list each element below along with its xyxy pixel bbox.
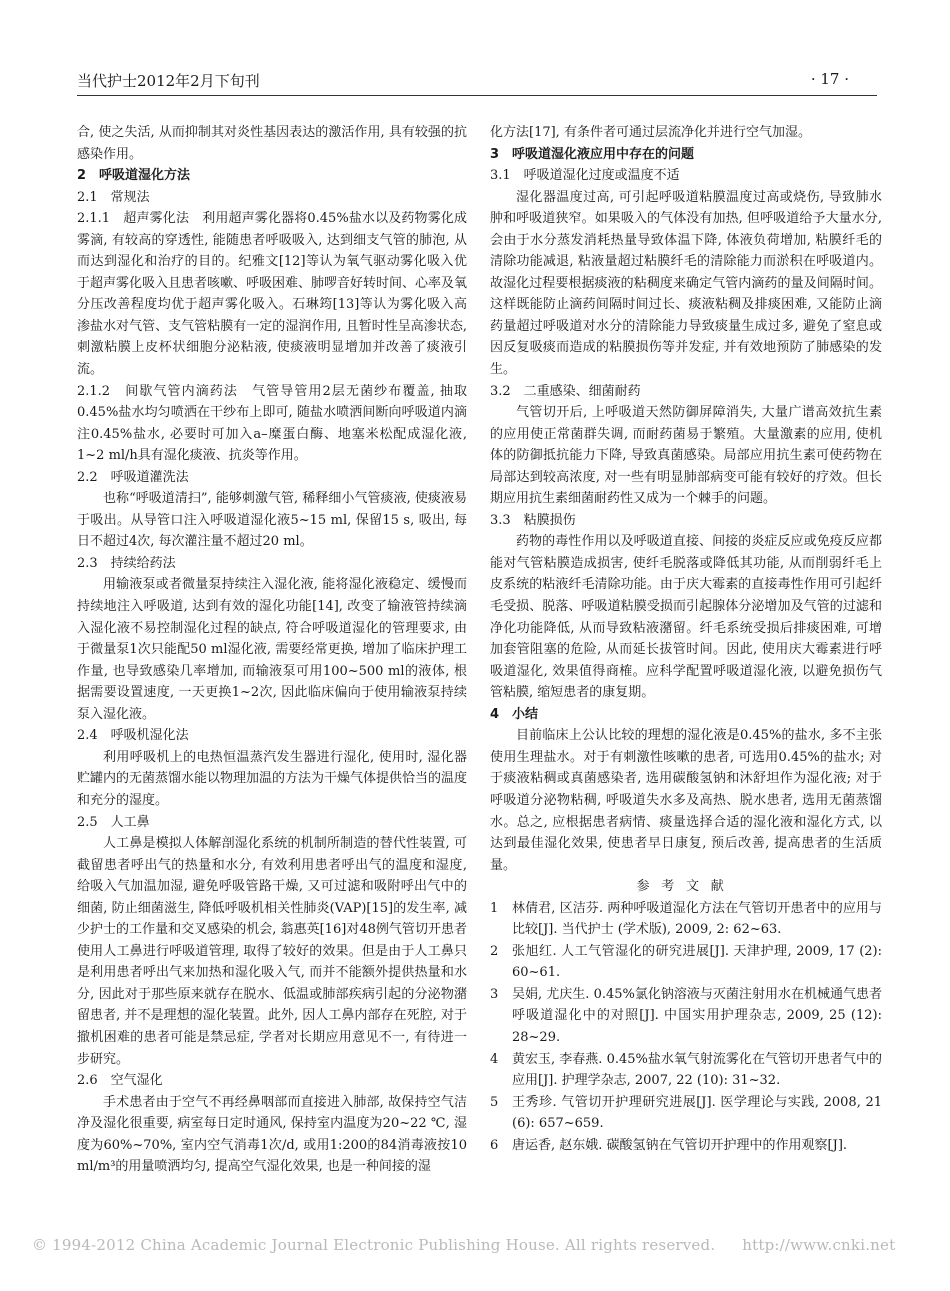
reference-item bbox=[490, 1135, 882, 1157]
subsection-heading: 2.2 呼吸道灌洗法 bbox=[77, 469, 189, 485]
paragraph: 化方法[17], 有条件者可通过层流净化并进行空气加湿。 bbox=[490, 125, 811, 140]
section-heading: 4 小结 bbox=[490, 706, 539, 722]
left-column bbox=[77, 122, 467, 1178]
paragraph: 气管切开后, 上呼吸道天然防御屏障消失, 大量广谱高效抗生素的应用使正常菌群失调, 而耐药菌易于繁殖。大量激素的应用, 使机体的防御抵抗能力下降, 导致真菌感染。局部应用抗生素可使药物在局部达到较高浓度, 对一些有明显肺部病变可能有较好的疗效。但长期应用抗生素细菌耐药性又成为一个棘手的问题。 bbox=[490, 405, 882, 507]
reference-text: 王秀珍. 气管切开护理研究进展[J]. 医学理论与实践, 2008, 21 (6): 657~659. bbox=[512, 1094, 882, 1132]
right-column bbox=[490, 122, 882, 1156]
reference-text: 张旭红. 人工气管湿化的研究进展[J]. 天津护理, 2009, 17 (2): 60~61. bbox=[512, 943, 882, 981]
reference-number: 3 bbox=[490, 986, 499, 1002]
paragraph: 目前临床上公认比较的理想的湿化液是0.45%的盐水, 多不主张使用生理盐水。对于有刺激性咳嗽的患者, 可选用0.45%的盐水; 对于痰液粘稠或真菌感染者, 选用碳酸氢钠和沐舒坦作为湿化液; 对于呼吸道分泌物粘稠, 呼吸道失水多及高热、脱水患者, 选用无菌蒸馏水。总之, 应根据患者病情、痰量选择合适的湿化液和湿化方式, 以达到最佳湿化效果, 使患者早日康复, 预后改善, 提高患者的生活质量。 bbox=[490, 728, 882, 873]
section-heading: 2 呼吸道湿化方法 bbox=[77, 168, 191, 184]
page-header bbox=[77, 66, 873, 98]
paragraph: 2.1.2 间歇气管内滴药法 气管导管用2层无菌纱布覆盖, 抽取0.45%盐水均匀喷洒在干纱布上即可, 随盐水喷洒间断向呼吸道内滴注0.45%盐水, 必要时可加入a–糜蛋白酶、地塞米松配成湿化液, 1~2 ml/h具有湿化痰液、抗炎等作用。 bbox=[77, 383, 467, 464]
reference-number: 2 bbox=[490, 943, 499, 959]
header-rule bbox=[77, 95, 877, 96]
copyright-footer bbox=[32, 1236, 932, 1254]
reference-text: 黄宏玉, 李春燕. 0.45%盐水氧气射流雾化在气管切开患者气中的应用[J]. 护理学杂志, 2007, 22 (10): 31~32. bbox=[512, 1051, 882, 1089]
paragraph: 2.1.1 超声雾化法 利用超声雾化器将0.45%盐水以及药物雾化成雾滴, 有较高的穿透性, 能随患者呼吸吸入, 达到细支气管的肺泡, 从而达到湿化和治疗的目的。纪雅文[12]等认为氧气驱动雾化吸入优于超声雾化吸入且患者咳嗽、呼吸困难、肺啰音好转时间、心率及氧分压改善程度均优于超声雾化吸入。石琳筠[13]等认为雾化吸入高渗盐水对气管、支气管粘膜有一定的湿润作用, 且暂时性呈高渗状态, 刺激粘膜上皮杯状细胞分泌粘液, 使痰液明显增加并改善了痰液引流。 bbox=[77, 211, 468, 378]
paragraph: 合, 使之失活, 从而抑制其对炎性基因表达的激活作用, 具有较强的抗感染作用。 bbox=[77, 125, 467, 162]
paragraph: 也称“呼吸道清扫”, 能够刺激气管, 稀释细小气管痰液, 使痰液易于吸出。从导管口注入呼吸道湿化液5~15 ml, 保留15 s, 吸出, 每日不超过4次, 每次灌注量不超过20 ml。 bbox=[77, 491, 467, 550]
reference-number: 6 bbox=[490, 1137, 499, 1153]
paragraph: 用输液泵或者微量泵持续注入湿化液, 能将湿化液稳定、缓慢而持续地注入呼吸道, 达到有效的湿化功能[14], 改变了输液管持续滴入湿化液不易控制湿化过程的缺点, 符合呼吸道湿化的管理要求, 由于微量泵1次只能配50 ml湿化液, 需要经常更换, 增加了临床护理工作量, 也导致感染几率增加, 而输液泵可用100~500 ml的液体, 根据需要设置速度, 一天更换1~2次, 因此临床偏向于使用输液泵持续泵入湿化液。 bbox=[77, 577, 467, 722]
paragraph: 手术患者由于空气不再经鼻咽部而直接进入肺部, 故保持空气洁净及湿化很重要, 病室每日定时通风, 保持室内温度为20~22 ℃, 湿度为60%~70%, 室内空气消毒1次/d, 或用1:200的84消毒液按10 ml/m³的用量喷洒均匀, 提高空气湿化效果, 也是一种间接的湿 bbox=[77, 1094, 467, 1175]
subsection-heading: 2.5 人工鼻 bbox=[77, 814, 150, 830]
reference-item bbox=[490, 984, 882, 1049]
copyright-text: © 1994-2012 China Academic Journal Electronic Publishing House. All rights reserved. bbox=[32, 1236, 716, 1254]
section-heading: 3 呼吸道湿化液应用中存在的问题 bbox=[490, 146, 695, 162]
reference-number: 4 bbox=[490, 1051, 499, 1067]
journal-name: 当代护士2012年2月下旬刊 bbox=[77, 72, 260, 90]
references-title: 参考文献 bbox=[636, 879, 736, 895]
reference-item bbox=[490, 898, 882, 941]
reference-item bbox=[490, 1049, 882, 1092]
reference-number: 5 bbox=[490, 1094, 499, 1110]
reference-item bbox=[490, 941, 882, 984]
footer-url[interactable]: http://www.cnki.net bbox=[742, 1236, 896, 1254]
reference-item bbox=[490, 1092, 882, 1135]
subsection-heading: 2.6 空气湿化 bbox=[77, 1073, 163, 1089]
page-number: · 17 · bbox=[810, 70, 849, 88]
subsection-heading: 2.1 常规法 bbox=[77, 189, 150, 205]
subsection-heading: 3.1 呼吸道湿化过度或温度不适 bbox=[490, 168, 680, 184]
reference-text: 唐运香, 赵东娥. 碳酸氢钠在气管切开护理中的作用观察[J]. bbox=[512, 1137, 848, 1153]
reference-text: 吴娟, 尤庆生. 0.45%氯化钠溶液与灭菌注射用水在机械通气患者呼吸道湿化中的对照[J]. 中国实用护理杂志, 2009, 25 (12): 28~29. bbox=[512, 986, 882, 1045]
subsection-heading: 3.2 二重感染、细菌耐药 bbox=[490, 383, 641, 399]
subsection-heading: 2.4 呼吸机湿化法 bbox=[77, 728, 189, 744]
paragraph: 利用呼吸机上的电热恒温蒸汽发生器进行湿化, 使用时, 湿化器贮罐内的无菌蒸馏水能以物理加温的方法为干燥气体提供恰当的温度和充分的湿度。 bbox=[77, 749, 468, 808]
paragraph: 湿化器温度过高, 可引起呼吸道粘膜温度过高或烧伤, 导致肺水肿和呼吸道狭窄。如果吸入的气体没有加热, 但呼吸道给予大量水分, 会由于水分蒸发消耗热量导致体温下降, 体液负荷增加, 粘膜纤毛的清除功能减退, 粘液量超过粘膜纤毛的清除能力而淤积在呼吸道内。故湿化过程要根据痰液的粘稠度来确定气管内滴药的量及间隔时间。这样既能防止滴药间隔时间过长、痰液粘稠及排痰困难, 又能防止滴药量超过呼吸道对水分的清除能力导致痰量生成过多, 避免了窒息或因反复吸痰而造成的粘膜损伤等并发症, 并有效地预防了肺感染的发生。 bbox=[490, 189, 882, 378]
reference-list bbox=[490, 898, 882, 1157]
subsection-heading: 2.3 持续给药法 bbox=[77, 555, 176, 571]
reference-number: 1 bbox=[490, 900, 499, 916]
paragraph: 药物的毒性作用以及呼吸道直接、间接的炎症反应或免疫反应都能对气管粘膜造成损害, 使纤毛脱落或降低其功能, 从而削弱纤毛上皮系统的粘液纤毛清除功能。由于庆大霉素的直接毒性作用可引起纤毛受损、脱落、呼吸道粘膜受损而引起腺体分泌增加及气管的过滤和净化功能降低, 从而导致粘液潴留。纤毛系统受损后排痰困难, 可增加套管阻塞的危险, 从而延长拔管时间。因此, 使用庆大霉素进行呼吸道湿化, 效果值得商榷。应科学配置呼吸道湿化液, 以避免损伤气管粘膜, 缩短患者的康复期。 bbox=[490, 534, 882, 701]
subsection-heading: 3.3 粘膜损伤 bbox=[490, 512, 576, 528]
reference-text: 林倩君, 区洁芬. 两种呼吸道湿化方法在气管切开患者中的应用与比较[J]. 当代护士 (学术版), 2009, 2: 62~63. bbox=[512, 900, 882, 938]
paragraph: 人工鼻是模拟人体解剖湿化系统的机制所制造的替代性装置, 可截留患者呼出气的热量和水分, 有效利用患者呼出气的温度和湿度, 给吸入气加温加湿, 避免呼吸管路干燥, 又可过滤和吸附呼出气中的细菌, 防止细菌滋生, 降低呼吸机相关性肺炎(VAP)[15]的发生率, 减少护士的工作量和交叉感染的机会, 翁惠英[16]对48例气管切开患者使用人工鼻进行呼吸道管理, 取得了较好的效果。但是由于人工鼻只是利用患者呼出气来加热和湿化吸入气, 而并不能额外提供热量和水分, 因此对于那些原来就存在脱水、低温或肺部疾病引起的分泌物潴留患者, 并不是理想的湿化装置。此外, 因人工鼻内部存在死腔, 对于撤机困难的患者可能是禁忌症, 学者对长期应用意见不一, 有待进一步研究。 bbox=[77, 836, 467, 1067]
